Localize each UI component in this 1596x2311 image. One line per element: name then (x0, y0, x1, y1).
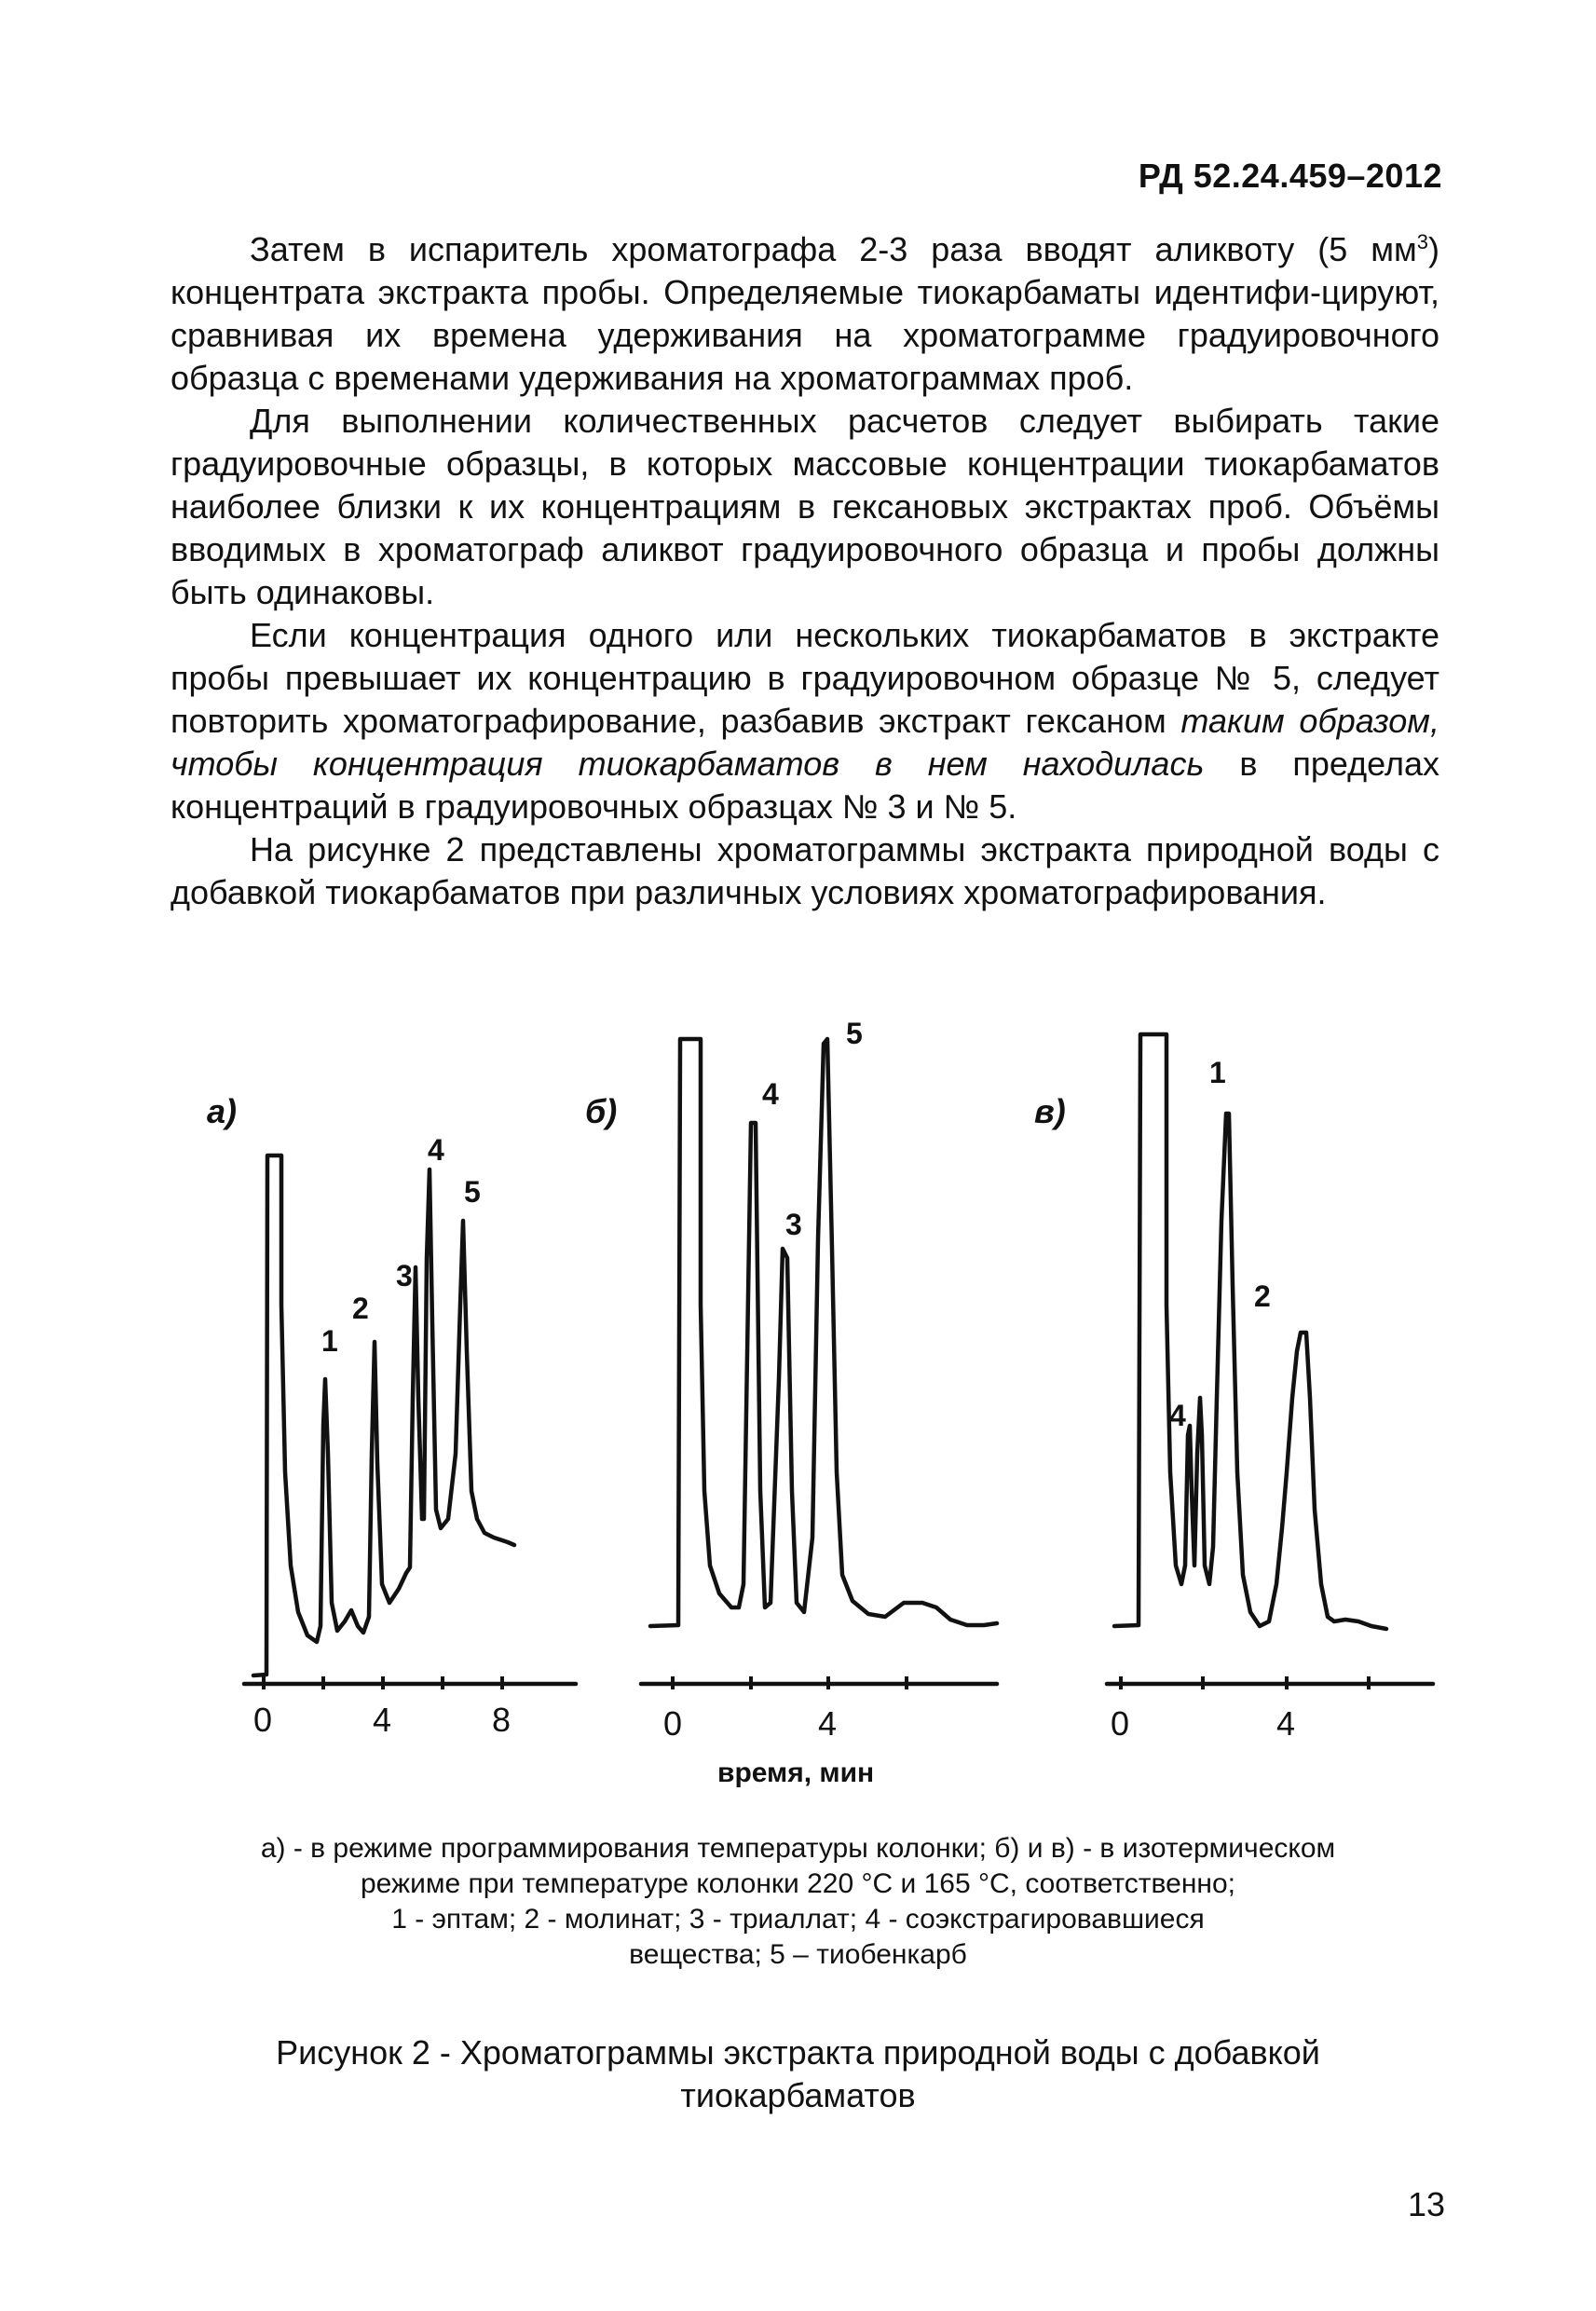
peak-label-b-4: 4 (762, 1077, 779, 1111)
peak-label-b-3: 3 (785, 1208, 802, 1241)
tick-label-a-4: 4 (373, 1701, 392, 1739)
tick-a-4 (381, 1676, 385, 1689)
figure-caption (186, 1831, 1410, 1973)
tick-a-2 (321, 1676, 325, 1689)
tick-a-8 (500, 1676, 504, 1689)
document-header: РД 52.24.459–2012 (1138, 157, 1442, 195)
caption-line-2: режиме при температуре колонки 220 °С и 165 °С, соответственно; (361, 1868, 1235, 1899)
paragraph-2: Для выполнении количественных расчетов следует выбирать такие градуировочные образцы, в которых массовые концентрации тиокарбаматов наиболее близки к их концентрациям в гексановых экстрактах проб. Объёмы вводимых в хроматограф аликвот градуировочного образца и пробы должны быть одинаковы. (171, 402, 1439, 611)
tick-label-c-4: 4 (1276, 1704, 1296, 1743)
peak-label-a-5: 5 (464, 1175, 481, 1209)
panel-b-label: б) (585, 1092, 618, 1130)
panel-c-label: в) (1034, 1092, 1066, 1130)
peak-label-a-1: 1 (321, 1324, 338, 1358)
peak-label-c-1: 1 (1209, 1056, 1226, 1089)
tick-b-6 (905, 1676, 908, 1689)
tick-label-a-8: 8 (492, 1701, 512, 1739)
panel-a-label: а) (207, 1092, 238, 1130)
trace-b (650, 1039, 997, 1626)
peak-label-b-5: 5 (846, 1017, 863, 1050)
tick-label-b-4: 4 (818, 1704, 838, 1743)
tick-label-c-0: 0 (1111, 1704, 1130, 1743)
peak-label-a-2: 2 (352, 1292, 369, 1325)
paragraph-1: Затем в испаритель хроматографа 2-3 раза вводят аликвоту (5 $мм^3$) концентрата экстракта пробы. Определяемые тиокарбаматы идентифи-цируют, сравнивая их времена удерживания на хроматограмме градуировочного образца с временами удерживания на хроматограммах проб. (171, 230, 1439, 397)
peak-label-c-2: 2 (1254, 1279, 1271, 1313)
peak-label-c-4: 4 (1169, 1399, 1186, 1432)
trace-a (253, 1156, 514, 1675)
caption-line-4: вещества; 5 – тиобенкарб (629, 1939, 967, 1970)
trace-c (1114, 1034, 1386, 1629)
tick-c-2 (1201, 1676, 1205, 1689)
page-number: 13 (1407, 2185, 1445, 2223)
figure-title-line-1: Рисунок 2 - Хроматограммы экстракта природной воды с добавкой (276, 2033, 1320, 2072)
tick-b-0 (671, 1676, 675, 1689)
peak-label-a-3: 3 (396, 1259, 413, 1292)
paragraph-3: Если концентрация одного или нескольких тиокарбаматов в экстракте пробы превышает их концентрацию в градуировочном образце № 5, следует повторить хроматографирование, разбавив экстракт гексаном таким образом, чтобы концентрация тиокарбаматов в нем находилась в пределах концентраций в градуировочных образцах № 3 и № 5. (171, 616, 1439, 826)
tick-a-6 (441, 1676, 444, 1689)
figure-title-line-2: тиокарбаматов (680, 2076, 916, 2114)
tick-c-0 (1119, 1676, 1123, 1689)
figure-title (186, 2031, 1410, 2117)
tick-label-b-0: 0 (663, 1704, 683, 1743)
paragraph-4: На рисунке 2 представлены хроматограммы экстракта природной воды с добавкой тиокарбаматов при различных условиях хроматографирования. (171, 830, 1439, 911)
tick-a-0 (262, 1676, 266, 1689)
tick-b-2 (749, 1676, 753, 1689)
tick-b-4 (826, 1676, 830, 1689)
caption-line-3: 1 - эптам; 2 - молинат; 3 - триаллат; 4 - соэкстрагировавшиеся (391, 1904, 1205, 1935)
tick-c-6 (1367, 1676, 1371, 1689)
tick-label-a-0: 0 (253, 1701, 273, 1739)
tick-c-4 (1285, 1676, 1289, 1689)
axis-label: время, мин (717, 1757, 875, 1788)
peak-label-a-4: 4 (428, 1133, 444, 1167)
caption-line-1: а) - в режиме программирования температуры колонки; б) и в) - в изотермическом (260, 1833, 1336, 1864)
